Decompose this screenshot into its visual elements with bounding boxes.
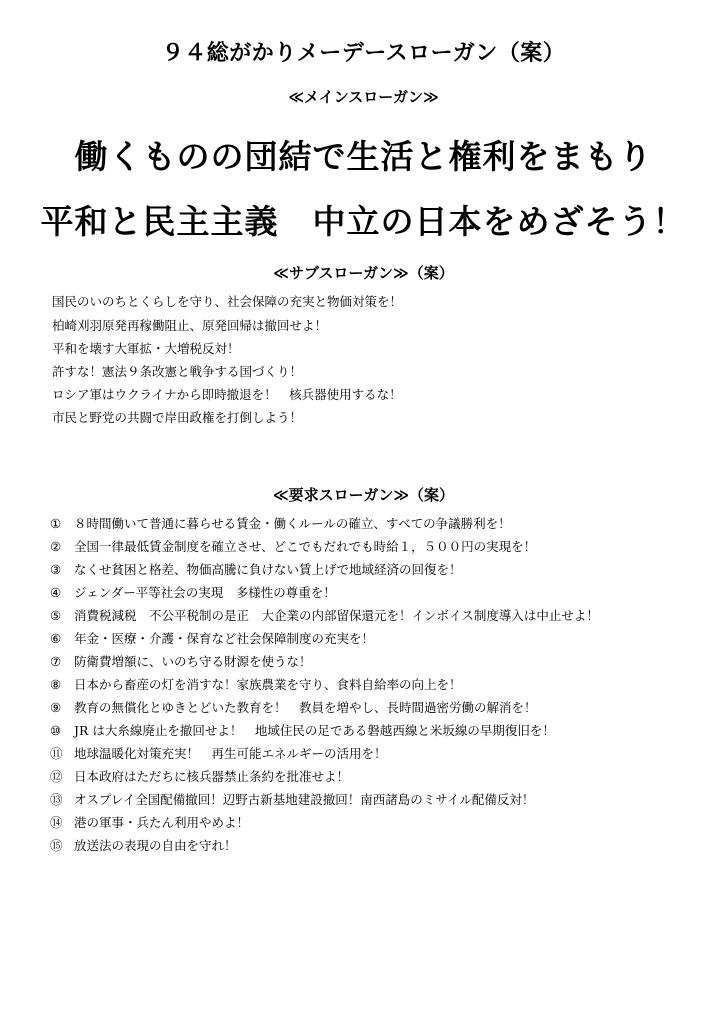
item-text: オスプレイ全国配備撤回！辺野古新基地建設撤回！南西諸島のミサイル配備反対！ — [74, 792, 535, 807]
item-number: ⑭ — [50, 815, 63, 830]
demand-slogan-item — [50, 836, 237, 854]
demand-slogan-item — [50, 813, 249, 831]
sub-slogan-item: 国民のいのちとくらしを守り、社会保障の充実と物価対策を！ — [52, 294, 403, 309]
page-title: ９４総がかりメーデースローガン（案） — [161, 41, 566, 66]
item-number: ⑬ — [50, 792, 63, 807]
demand-slogan-item — [50, 514, 511, 532]
main-slogan-line-1: 働くものの団結で生活と権利をまもり — [74, 137, 653, 176]
main-slogan-heading: ≪メインスローガン≫ — [288, 88, 439, 106]
item-text: 港の軍事・兵たん利用やめよ！ — [74, 815, 250, 830]
sub-slogan-heading: ≪サブスローガン≫（案） — [273, 264, 454, 282]
item-text: なくせ貧困と格差、物価高騰に負けない賃上げで地域経済の回復を！ — [74, 562, 462, 577]
item-number: ⑧ — [50, 677, 62, 692]
item-number: ⑫ — [50, 769, 63, 784]
demand-slogan-item — [50, 583, 336, 601]
sub-slogan-item: 市民と野党の共闘で岸田政権を打倒しよう！ — [52, 410, 303, 425]
item-text: 消費税減税 不公平税制の是正 大企業の内部留保還元を！インボイス制度導入は中止せよ！ — [74, 608, 599, 623]
item-number: ⑪ — [50, 746, 63, 761]
demand-slogan-item — [50, 606, 599, 624]
demand-slogan-item — [50, 560, 462, 578]
item-text: 防衛費増額に、いのち守る財源を使うな！ — [74, 654, 312, 669]
item-number: ⑩ — [50, 723, 62, 738]
item-text: ジェンダー平等社会の実現 多様性の尊重を！ — [74, 585, 336, 600]
item-number: ⑥ — [50, 631, 62, 646]
demand-slogan-item — [50, 652, 312, 670]
item-text: 地球温暖化対策充実！ 再生可能エネルギーの活用を！ — [74, 746, 387, 761]
demand-slogan-item — [50, 790, 534, 808]
item-text: 放送法の表現の自由を守れ！ — [74, 838, 237, 853]
item-number: ⑤ — [50, 608, 62, 623]
item-number: ④ — [50, 585, 62, 600]
item-number: ⑮ — [50, 838, 63, 853]
item-number: ② — [50, 539, 62, 554]
item-text: 全国一律最低賃金制度を確立させ、どこでもだれでも時給１，５００円の実現を！ — [74, 539, 537, 554]
demand-slogan-item — [50, 721, 555, 739]
demand-slogan-item — [50, 675, 462, 693]
sub-slogan-item: 平和を壊す大軍拡・大増税反対！ — [52, 341, 240, 356]
item-text: 日本から畜産の灯を消すな！家族農業を守り、食料自給率の向上を！ — [74, 677, 462, 692]
demand-slogan-item — [50, 537, 536, 555]
item-text: ８時間働いて普通に暮らせる賃金・働くルールの確立、すべての争議勝利を！ — [74, 516, 511, 531]
item-text: 年金・医療・介護・保育など社会保障制度の充実を！ — [74, 631, 375, 646]
sub-slogan-item: 許すな！憲法９条改憲と戦争する国づくり！ — [52, 364, 303, 379]
item-number: ③ — [50, 562, 62, 577]
main-slogan-line-2: 平和と民主主義 中立の日本をめざそう！ — [40, 202, 687, 241]
item-number: ⑦ — [50, 654, 62, 669]
sub-slogan-item: ロシア軍はウクライナから即時撤退を！ 核兵器使用するな！ — [52, 387, 402, 402]
item-text: 日本政府はただちに核兵器禁止条約を批准せよ！ — [74, 769, 350, 784]
item-number: ① — [50, 516, 62, 531]
demand-slogan-item — [50, 744, 387, 762]
item-text: JR は大糸線廃止を撤回せよ！ 地域住民の足である磐越西線と米坂線の早期復旧を！ — [74, 723, 555, 738]
demand-slogan-item — [50, 629, 374, 647]
demand-slogan-item — [50, 767, 349, 785]
demand-slogan-heading: ≪要求スローガン≫（案） — [272, 486, 455, 504]
sub-slogan-item: 柏崎刈羽原発再稼働阻止、原発回帰は撤回せよ！ — [52, 318, 328, 333]
item-number: ⑨ — [50, 700, 62, 715]
demand-slogan-item — [50, 698, 537, 716]
item-text: 教育の無償化とゆきとどいた教育を！ 教員を増やし、長時間過密労働の解消を！ — [74, 700, 537, 715]
